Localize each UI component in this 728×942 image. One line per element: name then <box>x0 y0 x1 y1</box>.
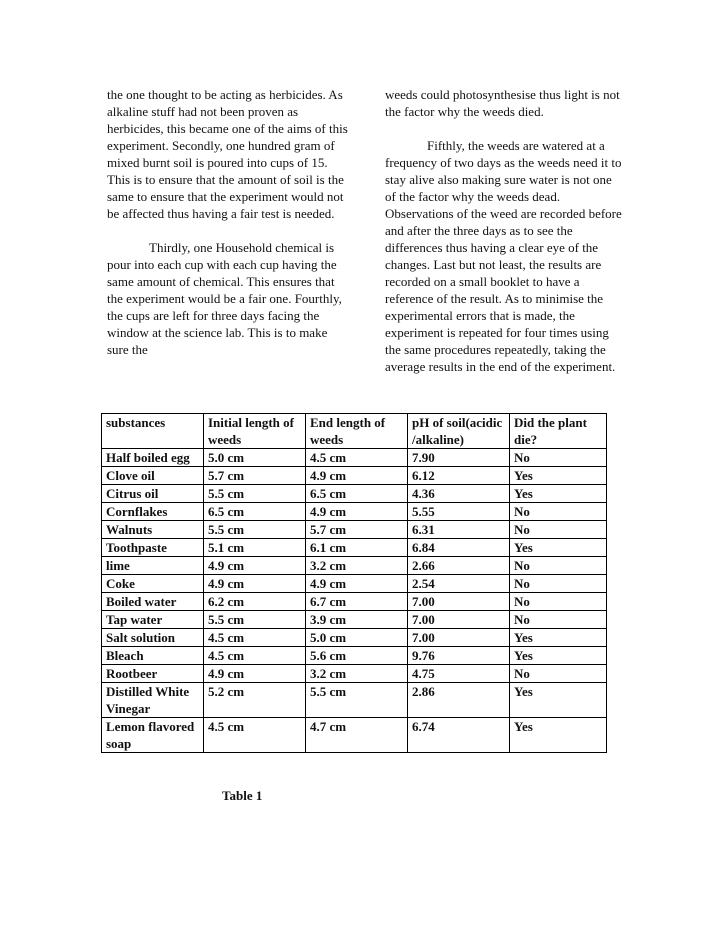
table-cell: 5.0 cm <box>204 449 306 467</box>
table-cell: 5.6 cm <box>306 647 408 665</box>
table-row <box>102 503 607 521</box>
table-cell: 5.2 cm <box>204 683 306 718</box>
table-cell: Coke <box>102 575 204 593</box>
table-cell: 6.7 cm <box>306 593 408 611</box>
table-row <box>102 593 607 611</box>
table-cell: 4.9 cm <box>204 575 306 593</box>
table-caption: Table 1 <box>222 788 263 803</box>
table-cell: Walnuts <box>102 521 204 539</box>
table-cell: Toothpaste <box>102 539 204 557</box>
table-cell: 6.5 cm <box>204 503 306 521</box>
table-cell: lime <box>102 557 204 575</box>
table-row <box>102 611 607 629</box>
table-cell: 4.9 cm <box>306 503 408 521</box>
table-cell: No <box>510 575 607 593</box>
table-cell: No <box>510 521 607 539</box>
right-paragraph-2: Fifthly, the weeds are watered at a frequency of two days as the weeds need it to stay alive also making sure water is not one of the factor why the weeds dead. Observations of the weed are recorded before and after the three days as to see the differences thus having a clear eye of the changes. Last but not least, the results are recorded on a small booklet to have a reference of the result. As to minimise the experimental errors that is made, the experiment is repeated for four times using the same procedures repeatedly, taking the average results in the end of the experiment. <box>385 138 622 374</box>
table-cell: 4.5 cm <box>204 629 306 647</box>
table-cell: 7.00 <box>408 629 510 647</box>
table-cell: 7.90 <box>408 449 510 467</box>
table-cell: 7.00 <box>408 611 510 629</box>
table-row <box>102 485 607 503</box>
right-paragraph-1: weeds could photosynthesise thus light is not the factor why the weeds died. <box>385 87 620 119</box>
table-cell: 4.36 <box>408 485 510 503</box>
header-cell: substances <box>102 414 204 449</box>
table-cell: 4.9 cm <box>306 575 408 593</box>
left-paragraph-2: Thirdly, one Household chemical is pour into each cup with each cup having the same amount of chemical. This ensures that the experiment would be a fair one. Fourthly, the cups are left for three days facing the window at the science lab. This is to make sure the <box>107 240 342 357</box>
table-row <box>102 629 607 647</box>
table-cell: 9.76 <box>408 647 510 665</box>
table-row <box>102 557 607 575</box>
table-row <box>102 683 607 718</box>
table-cell: Yes <box>510 683 607 718</box>
table-cell: 5.1 cm <box>204 539 306 557</box>
table-cell: 6.74 <box>408 718 510 753</box>
table-cell: 6.2 cm <box>204 593 306 611</box>
table-cell: 6.1 cm <box>306 539 408 557</box>
table-cell: Rootbeer <box>102 665 204 683</box>
table-cell: 2.86 <box>408 683 510 718</box>
table-cell: 6.5 cm <box>306 485 408 503</box>
table-cell: 4.75 <box>408 665 510 683</box>
table-cell: 4.5 cm <box>306 449 408 467</box>
table-cell: No <box>510 665 607 683</box>
table-cell: 5.5 cm <box>204 611 306 629</box>
header-cell: pH of soil(acidic /alkaline) <box>408 414 510 449</box>
table-cell: 6.12 <box>408 467 510 485</box>
table-cell: Tap water <box>102 611 204 629</box>
table-cell: 2.66 <box>408 557 510 575</box>
table-cell: Bleach <box>102 647 204 665</box>
table-cell: 5.7 cm <box>204 467 306 485</box>
table-row <box>102 718 607 753</box>
header-cell: Did the plant die? <box>510 414 607 449</box>
table-cell: 3.2 cm <box>306 557 408 575</box>
table-cell: 5.55 <box>408 503 510 521</box>
left-text-column <box>107 86 352 358</box>
table-cell: 5.5 cm <box>204 521 306 539</box>
table-cell: Salt solution <box>102 629 204 647</box>
table-row <box>102 647 607 665</box>
table-cell: 2.54 <box>408 575 510 593</box>
table-cell: No <box>510 593 607 611</box>
table-cell: Cornflakes <box>102 503 204 521</box>
header-cell: Initial length of weeds <box>204 414 306 449</box>
table-cell: Yes <box>510 539 607 557</box>
table-cell: Boiled water <box>102 593 204 611</box>
table-cell: Yes <box>510 467 607 485</box>
table-cell: 4.9 cm <box>204 557 306 575</box>
table-cell: No <box>510 503 607 521</box>
table-cell: 7.00 <box>408 593 510 611</box>
table-cell: No <box>510 611 607 629</box>
table-cell: Citrus oil <box>102 485 204 503</box>
table-cell: Yes <box>510 485 607 503</box>
table-cell: 6.84 <box>408 539 510 557</box>
table-cell: No <box>510 557 607 575</box>
table-cell: Clove oil <box>102 467 204 485</box>
table-cell: 4.5 cm <box>204 718 306 753</box>
right-text-column <box>385 86 625 375</box>
table-row <box>102 521 607 539</box>
table-cell: 4.5 cm <box>204 647 306 665</box>
header-cell: End length of weeds <box>306 414 408 449</box>
results-table <box>101 413 607 753</box>
table-cell: 5.7 cm <box>306 521 408 539</box>
table-cell: 3.2 cm <box>306 665 408 683</box>
table-row <box>102 665 607 683</box>
table-cell: 4.9 cm <box>306 467 408 485</box>
table-cell: Yes <box>510 629 607 647</box>
table-row <box>102 575 607 593</box>
table-row <box>102 539 607 557</box>
table-cell: Yes <box>510 718 607 753</box>
table-header-row <box>102 414 607 449</box>
table-cell: 5.5 cm <box>306 683 408 718</box>
table-cell: 4.7 cm <box>306 718 408 753</box>
left-paragraph-1: the one thought to be acting as herbicides. As alkaline stuff had not been proven as herbicides, this became one of the aims of this experiment. Secondly, one hundred gram of mixed burnt soil is poured into cups of 15. This is to ensure that the amount of soil is the same to ensure that the experiment would not be affected thus having a fair test is needed. <box>107 87 348 221</box>
table-cell: 4.9 cm <box>204 665 306 683</box>
table-row <box>102 449 607 467</box>
table-cell: 5.5 cm <box>204 485 306 503</box>
table-cell: Yes <box>510 647 607 665</box>
table-cell: 3.9 cm <box>306 611 408 629</box>
table-cell: No <box>510 449 607 467</box>
table-row <box>102 467 607 485</box>
table-cell: Distilled White Vinegar <box>102 683 204 718</box>
table-cell: Lemon flavored soap <box>102 718 204 753</box>
table-cell: Half boiled egg <box>102 449 204 467</box>
table-cell: 5.0 cm <box>306 629 408 647</box>
table-cell: 6.31 <box>408 521 510 539</box>
